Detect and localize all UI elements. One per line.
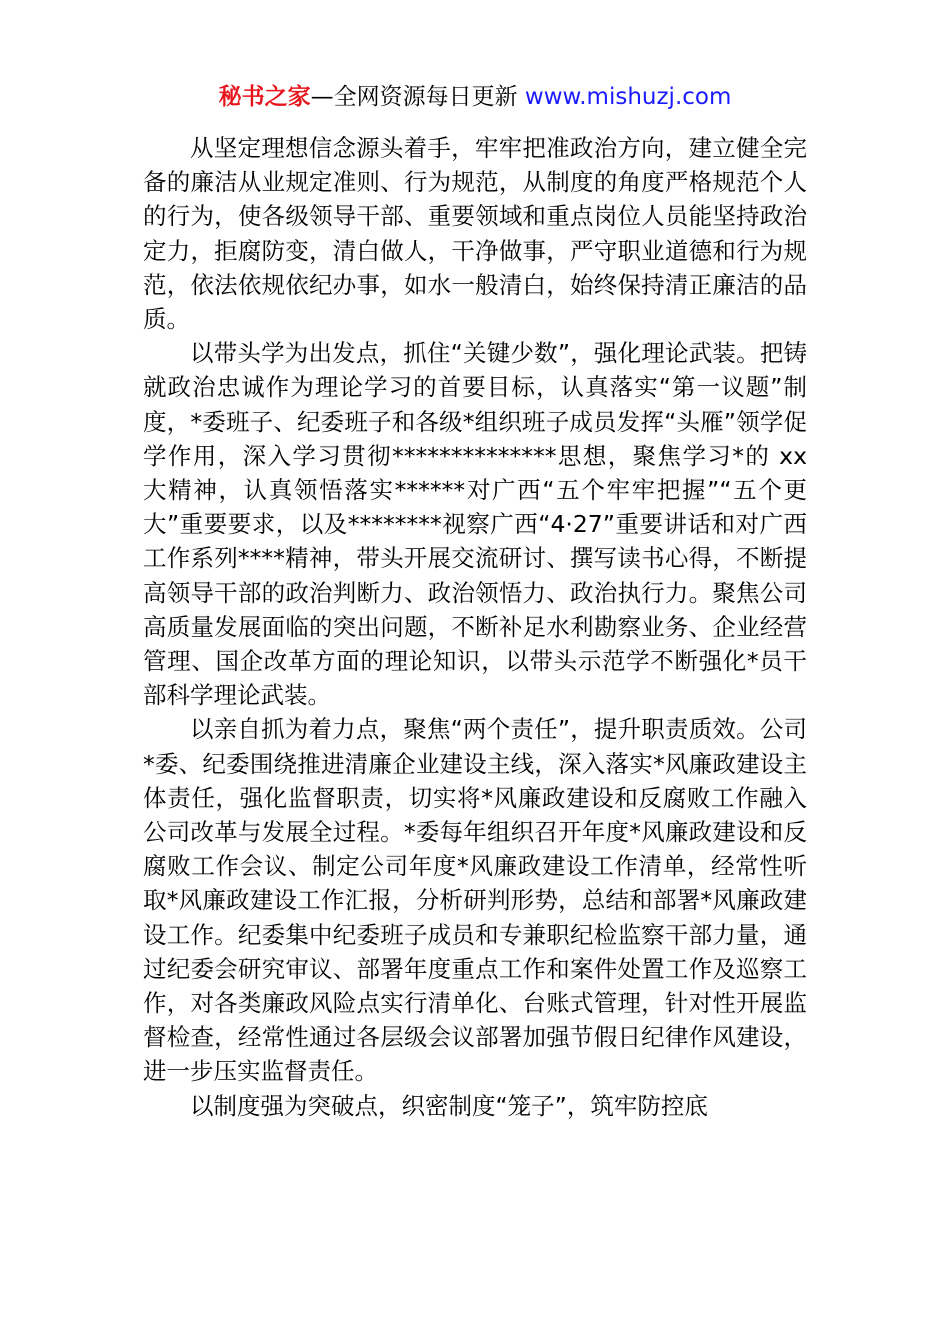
site-url-link[interactable]: www.mishuzj.com [524, 84, 732, 110]
paragraph-4: 以制度强为突破点，织密制度“笼子”，筑牢防控底 [190, 1091, 708, 1120]
brand-name: 秘书之家 [218, 84, 311, 110]
header-tagline: —全网资源每日更新 [310, 84, 518, 110]
paragraph-2: 以带头学为出发点，抓住“关键少数”，强化理论武装。把铸就政治忠诚作为理论学习的首要目标，认真落实“第一议题”制度，*委班子、纪委班子和各级*组织班子成员发挥“头雁”领学促学作用，深入学习贯彻**************思想，聚焦学习*的 xx 大精神，认真领悟落实******对广西“五个牢牢把握”“五个更大”重要要求，以及********视察广西“4·27”重要讲话和对广西工作系列****精神，带头开展交流研讨、撰写读书心得，不断提高领导干部的政治判断力、政治领悟力、政治执行力。聚焦公司高质量发展面临的突出问题，不断补足水利勘察业务、企业经营管理、国企改革方面的理论知识，以带头示范学不断强化*员干部科学理论武装。 [143, 339, 807, 710]
paragraph-3: 以亲自抓为着力点，聚焦“两个责任”，提升职责质效。公司*委、纪委围绕推进清廉企业建设主线，深入落实*风廉政建设主体责任，强化监督职责，切实将*风廉政建设和反腐败工作融入公司改革与发展全过程。*委每年组织召开年度*风廉政建设和反腐败工作会议、制定公司年度*风廉政建设工作清单，经常性听取*风廉政建设工作汇报，分析研判形势，总结和部署*风廉政建设工作。纪委集中纪委班子成员和专兼职纪检监察干部力量，通过纪委会研究审议、部署年度重点工作和案件处置工作及巡察工作，对各类廉政风险点实行清单化、台账式管理，针对性开展监督检查，经常性通过各层级会议部署加强节假日纪律作风建设，进一步压实监督责任。 [143, 715, 807, 1086]
paragraph-1: 从坚定理想信念源头着手，牢牢把准政治方向，建立健全完备的廉洁从业规定准则、行为规范，从制度的角度严格规范个人的行为，使各级领导干部、重要领域和重点岗位人员能坚持政治定力，拒腐防变，清白做人，干净做事，严守职业道德和行为规范，依法依规依纪办事，如水一般清白，始终保持清正廉洁的品质。 [143, 134, 807, 334]
site-header [0, 80, 950, 114]
document-body [143, 131, 807, 1123]
